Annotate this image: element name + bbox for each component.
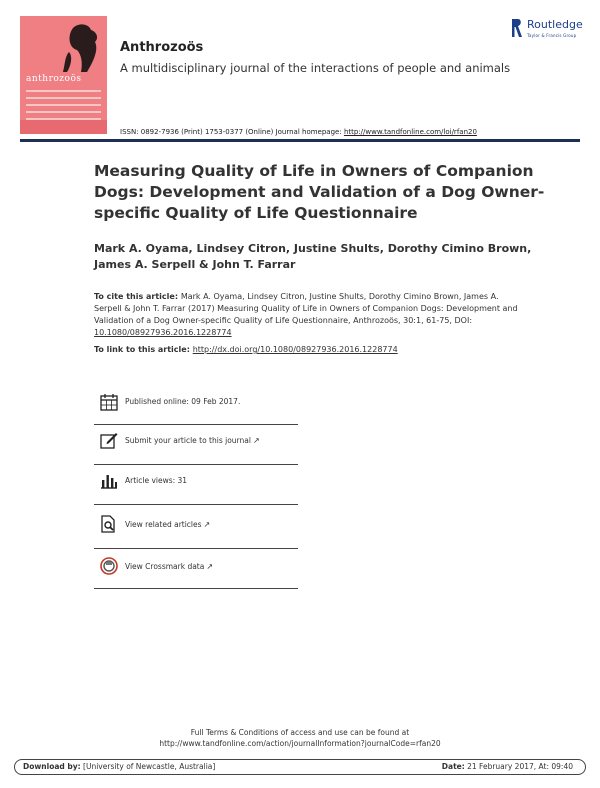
citation-label: To cite this article: [94,292,181,301]
crossmark-icon [100,557,118,575]
journal-title: Anthrozoös [120,40,204,55]
citation-text: Mark A. Oyama, Lindsey Citron, Justine Shults, Dorothy Cimino Brown, James A. Serpell & John T. Farrar (2017) Measuring Quality of Life in Owners of Companion Dogs: Development and Validation of a Dog Owner-specific Quality of Life Questionnaire, Anthrozoös, 30:1, 61-75, DOI: [94,292,518,325]
external-link-icon: ↗ [203,520,211,529]
journal-subtitle: A multidisciplinary journal of the interactions of people and animals [120,61,511,75]
meta-divider [94,424,298,425]
publisher-name: Routledge [527,18,583,31]
article-link-line [94,345,398,354]
terms-text: Full Terms & Conditions of access and use can be found at [190,728,410,737]
meta-divider [94,548,298,549]
crossmark-row[interactable] [94,552,298,586]
views-row [94,468,298,502]
article-link-url[interactable]: http://dx.doi.org/10.1080/08927936.2016.1228774 [192,345,398,354]
download-info-bar [14,759,586,775]
cover-footer-band [20,120,107,134]
related-row[interactable] [94,508,298,542]
published-row [94,388,298,422]
related-articles-link[interactable]: View related articles ↗ [125,520,211,529]
citation-block [94,291,520,339]
calendar-icon [100,393,118,411]
cover-masthead: anthrozoös [26,74,82,84]
external-link-icon: ↗ [252,436,260,445]
submit-link[interactable]: Submit your article to this journal ↗ [125,436,260,445]
edit-icon [100,431,118,449]
article-views: Article views: 31 [125,476,188,485]
header-divider [20,139,580,142]
journal-homepage-link[interactable]: http://www.tandfonline.com/loi/rfan20 [343,128,477,136]
related-articles-icon [100,515,118,533]
meta-divider [94,504,298,505]
submit-row[interactable] [94,428,298,462]
publisher-tagline: Taylor & Francis Group [527,33,577,38]
article-title: Measuring Quality of Life in Owners of Companion Dogs: Development and Validation of a Dog Owner-specific Quality of Life Questionnaire [94,162,545,222]
crossmark-link[interactable]: View Crossmark data ↗ [125,562,214,571]
meta-divider [94,588,298,589]
article-authors: Mark A. Oyama, Lindsey Citron, Justine Shults, Dorothy Cimino Brown, James A. Serpell & John T. Farrar [94,242,532,271]
issn-line [120,128,477,136]
downloaded-by: Download by: [University of Newcastle, Australia] [23,762,216,771]
published-date: Published online: 09 Feb 2017. [125,397,241,406]
citation-doi-link[interactable]: 10.1080/08927936.2016.1228774 [94,328,232,337]
journal-cover-thumbnail [20,16,107,134]
issn-text: ISSN: 0892-7936 (Print) 1753-0377 (Online) Journal homepage: [120,128,344,136]
bar-chart-icon [100,471,118,489]
routledge-r-icon [511,18,523,38]
meta-divider [94,464,298,465]
download-date: Date: 21 February 2017, At: 09:40 [441,762,573,771]
article-link-label: To link to this article: [94,345,193,354]
terms-footer [0,727,600,749]
external-link-icon: ↗ [206,562,214,571]
terms-link[interactable]: http://www.tandfonline.com/action/journalInformation?journalCode=rfan20 [159,739,441,748]
cover-dog-illustration [63,22,103,74]
